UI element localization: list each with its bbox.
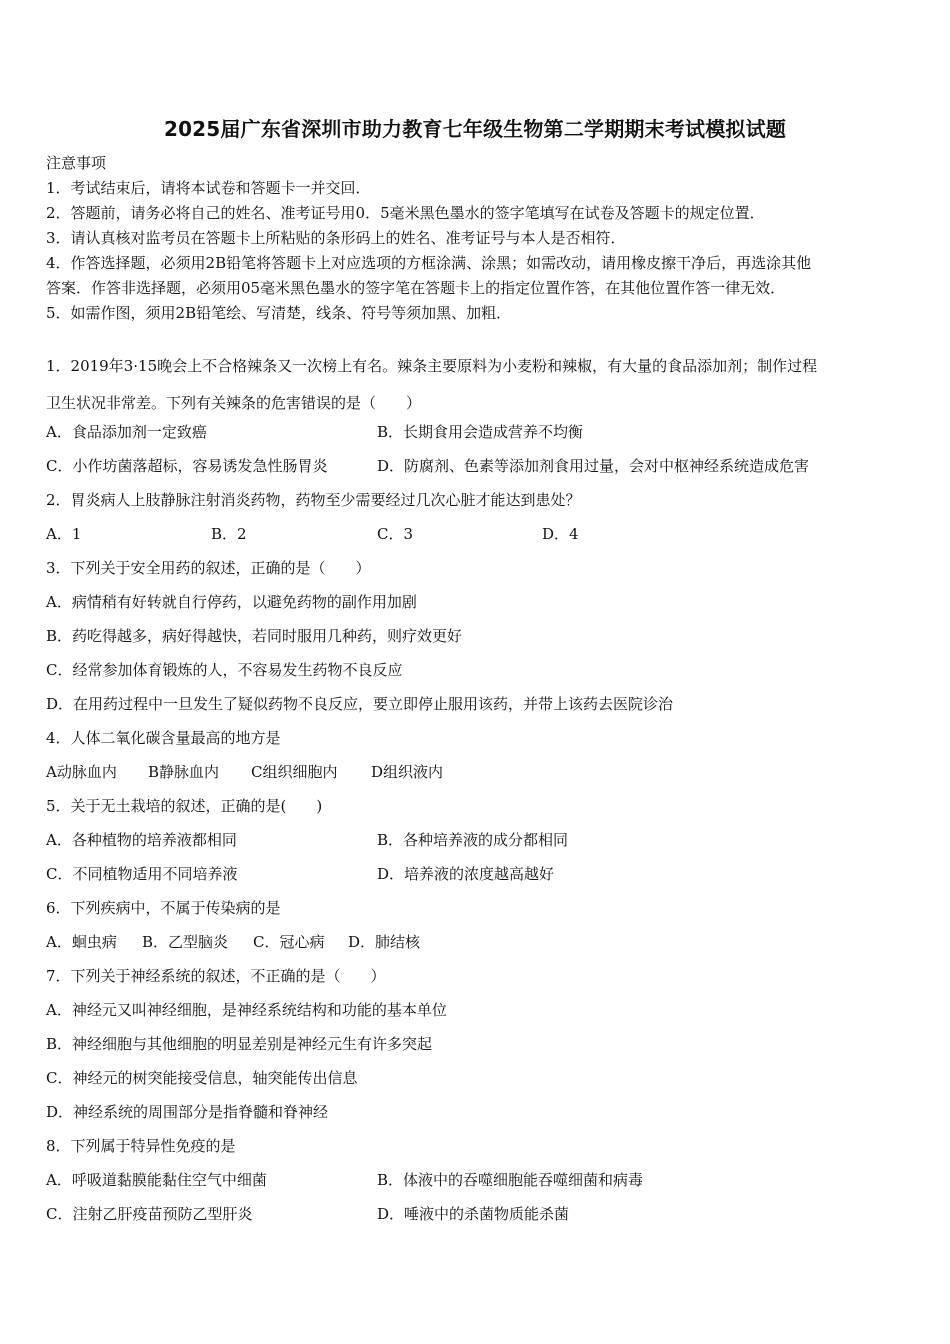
question-2 bbox=[46, 489, 906, 511]
question-8 bbox=[46, 1135, 906, 1157]
option-c: C．神经元的树突能接受信息，轴突能传出信息 bbox=[46, 1069, 358, 1087]
exam-title: 2025届广东省深圳市助力教育七年级生物第二学期期末考试模拟试题 bbox=[163, 117, 787, 141]
question-4 bbox=[46, 727, 906, 749]
option-d: D．4 bbox=[542, 525, 579, 543]
option-b: B．药吃得越多，病好得越快，若同时服用几种药，则疗效更好 bbox=[46, 627, 463, 645]
question-5-stem: 5．关于无土栽培的叙述，正确的是( ) bbox=[46, 797, 323, 815]
option-b: B．各种培养液的成分都相同 bbox=[377, 831, 569, 849]
question-2-stem: 2．胃炎病人上肢静脉注射消炎药物，药物至少需要经过几次心脏才能达到患处？ bbox=[46, 491, 581, 509]
question-1-options-row-2 bbox=[46, 455, 906, 477]
option-a: A．神经元又叫神经细胞，是神经系统结构和功能的基本单位 bbox=[46, 1001, 447, 1019]
question-6-stem: 6．下列疾病中，不属于传染病的是 bbox=[46, 899, 281, 917]
question-5-options-row-1 bbox=[46, 829, 906, 851]
question-1-line-2: 卫生状况非常差。下列有关辣条的危害错误的是（ ） bbox=[46, 394, 422, 412]
option-c: C组织细胞内 bbox=[251, 763, 338, 781]
question-8-stem: 8．下列属于特异性免疫的是 bbox=[46, 1137, 236, 1155]
notice-item: 5．如需作图，须用2B铅笔绘、写清楚，线条、符号等须加黑、加粗． bbox=[46, 304, 512, 322]
option-a: A．呼吸道黏膜能黏住空气中细菌 bbox=[46, 1171, 267, 1189]
option-c: C．小作坊菌落超标，容易诱发急性肠胃炎 bbox=[46, 457, 328, 475]
option-a: A．蛔虫病 bbox=[46, 933, 117, 951]
question-3-stem: 3．下列关于安全用药的叙述，正确的是（ ） bbox=[46, 559, 371, 577]
option-a: A动脉血内 bbox=[46, 763, 117, 781]
option-b: B．2 bbox=[211, 525, 247, 543]
notice-section bbox=[46, 151, 906, 326]
question-5-options-row-2 bbox=[46, 863, 906, 885]
question-4-stem: 4．人体二氧化碳含量最高的地方是 bbox=[46, 729, 281, 747]
question-7-stem: 7．下列关于神经系统的叙述，不正确的是（ ） bbox=[46, 967, 386, 985]
question-8-options-row-2 bbox=[46, 1203, 906, 1225]
option-d: D组织液内 bbox=[371, 763, 444, 781]
question-1-options-row-1 bbox=[46, 421, 906, 443]
option-c: C．不同植物适用不同培养液 bbox=[46, 865, 238, 883]
option-c: C．注射乙肝疫苗预防乙型肝炎 bbox=[46, 1205, 253, 1223]
question-6 bbox=[46, 897, 906, 919]
question-3 bbox=[46, 557, 906, 579]
question-1 bbox=[46, 348, 906, 422]
option-d: D．在用药过程中一旦发生了疑似药物不良反应，要立即停止服用该药，并带上该药去医院诊治 bbox=[46, 695, 674, 713]
option-b: B．体液中的吞噬细胞能吞噬细菌和病毒 bbox=[377, 1171, 644, 1189]
option-c: C．3 bbox=[377, 525, 414, 543]
question-7 bbox=[46, 965, 906, 987]
question-2-options bbox=[46, 523, 906, 545]
option-b: B．神经细胞与其他细胞的明显差别是神经元生有许多突起 bbox=[46, 1035, 433, 1053]
option-a: A．1 bbox=[46, 525, 82, 543]
option-b: B．长期食用会造成营养不均衡 bbox=[377, 423, 584, 441]
option-a: A．病情稍有好转就自行停药，以避免药物的副作用加剧 bbox=[46, 593, 417, 611]
question-1-line-1: 1．2019年3·15晚会上不合格辣条又一次榜上有名。辣条主要原料为小麦粉和辣椒，有大量的食品添加剂；制作过程 bbox=[46, 357, 818, 375]
option-b: B静脉血内 bbox=[148, 763, 220, 781]
option-a: A．食品添加剂一定致癌 bbox=[46, 423, 207, 441]
question-4-options bbox=[46, 761, 906, 783]
option-a: A．各种植物的培养液都相同 bbox=[46, 831, 237, 849]
notice-item: 4．作答选择题，必须用2B铅笔将答题卡上对应选项的方框涂满、涂黑；如需改动，请用橡皮擦干净后，再选涂其他 bbox=[46, 254, 812, 272]
question-8-options-row-1 bbox=[46, 1169, 906, 1191]
option-d: D．培养液的浓度越高越好 bbox=[377, 865, 555, 883]
option-d: D．神经系统的周围部分是指脊髓和脊神经 bbox=[46, 1103, 329, 1121]
notice-item: 3．请认真核对监考员在答题卡上所粘贴的条形码上的姓名、准考证号与本人是否相符． bbox=[46, 229, 626, 247]
option-c: C．冠心病 bbox=[253, 933, 325, 951]
option-c: C．经常参加体育锻炼的人，不容易发生药物不良反应 bbox=[46, 661, 403, 679]
notice-item: 答案．作答非选择题，必须用05毫米黑色墨水的签字笔在答题卡上的指定位置作答，在其他位置作答一律无效． bbox=[46, 279, 786, 297]
notice-item: 2．答题前，请务必将自己的姓名、准考证号用0．5毫米黑色墨水的签字笔填写在试卷及答题卡的规定位置． bbox=[46, 204, 765, 222]
notice-item: 1．考试结束后，请将本试卷和答题卡一并交回． bbox=[46, 179, 371, 197]
option-d: D．肺结核 bbox=[348, 933, 421, 951]
question-6-options bbox=[46, 931, 906, 953]
question-5 bbox=[46, 795, 906, 817]
option-b: B．乙型脑炎 bbox=[142, 933, 229, 951]
option-d: D．唾液中的杀菌物质能杀菌 bbox=[377, 1205, 570, 1223]
notice-heading: 注意事项 bbox=[46, 154, 107, 172]
option-d: D．防腐剂、色素等添加剂食用过量，会对中枢神经系统造成危害 bbox=[377, 457, 810, 475]
